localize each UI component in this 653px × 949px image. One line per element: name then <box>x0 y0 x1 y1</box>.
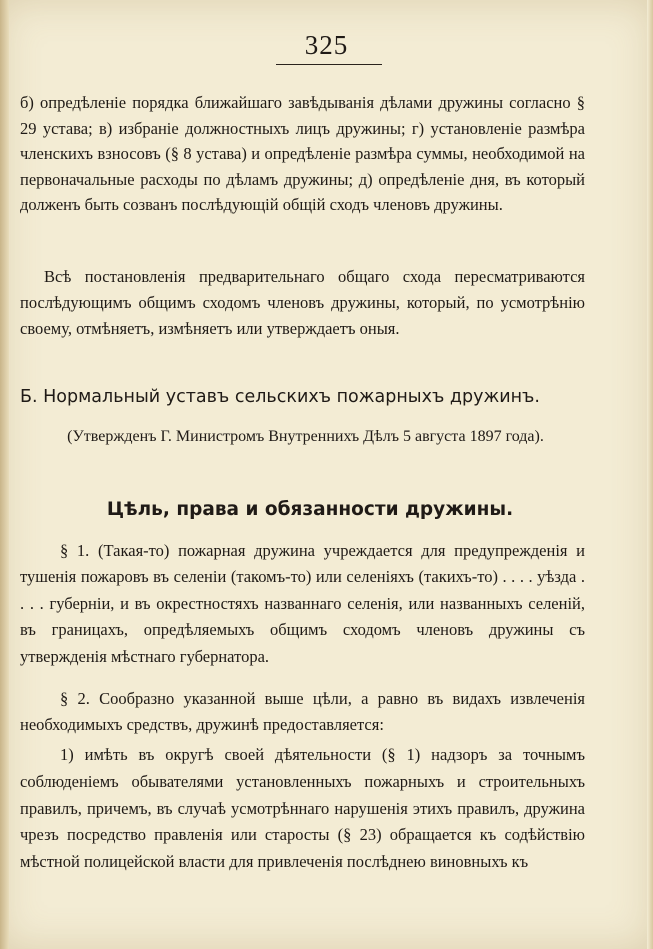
paragraph-item-1 <box>20 742 585 876</box>
paragraph-text: § 1. (Такая-то) пожарная дружина учреждается для предупрежденія и тушенія пожаровъ въ селеніи (такомъ-то) или селеніяхъ (такихъ-то) . . . . уѣзда . . . . губерніи, и въ окрестностяхъ названнаго селенія, или названныхъ селеній, въ границахъ, опредѣляемыхъ общимъ сходомъ членовъ дружины съ утвержденія мѣстнаго губернатора. <box>20 541 585 666</box>
chapter-title: Цѣль, права и обязанности дружины. <box>106 499 514 520</box>
paragraph-resolutions <box>20 264 585 342</box>
paragraph-text: б) опредѣленіе порядка ближайшаго завѣдыванія дѣлами дружины согласно § 29 устава; в) избраніе должностныхъ лицъ дружины; г) установленіе размѣра членскихъ взносовъ (§ 8 устава) и опредѣленіе размѣра суммы, необходимой на первоначальные расходы по дѣламъ дружины; д) опредѣленіе дня, въ который долженъ быть созванъ послѣдующій общій сходъ членовъ дружины. <box>20 93 585 215</box>
page-edge-shadow <box>647 0 653 949</box>
section-heading: Б. Нормальный уставъ сельскихъ пожарныхъ дружинъ. <box>20 387 540 407</box>
paragraph-text: Всѣ постановленія предварительнаго общаго схода пересматриваются послѣдующимъ общимъ сходомъ членовъ дружины, который, по усмотрѣнію своему, отмѣняетъ, измѣняетъ или утверждаетъ оныя. <box>20 267 585 338</box>
paragraph-text: § 2. Сообразно указанной выше цѣли, а равно въ видахъ извлеченія необходимыхъ средствъ, дружинѣ предоставляется: <box>20 689 585 734</box>
page-spine-shadow <box>0 0 9 949</box>
paragraph-article-1 <box>20 538 585 670</box>
paragraph-text: 1) имѣть въ округѣ своей дѣятельности (§ 1) надзоръ за точнымъ соблюденіемъ обывателями установленныхъ пожарныхъ и строительныхъ правилъ, причемъ, въ случаѣ усмотрѣннаго нарушенія этихъ правилъ, дружина чрезъ посредство правленія или старосты (§ 23) обращается къ содѣйствію мѣстной полицейской власти для привлеченія послѣднею виновныхъ къ <box>20 745 585 872</box>
approval-note: (Утвержденъ Г. Министромъ Внутреннихъ Дѣлъ 5 августа 1897 года). <box>67 428 544 445</box>
page-number: 325 <box>304 30 349 60</box>
paragraph-article-2 <box>20 686 585 738</box>
page-number-rule <box>276 64 382 65</box>
paragraph-continuation <box>20 90 585 218</box>
